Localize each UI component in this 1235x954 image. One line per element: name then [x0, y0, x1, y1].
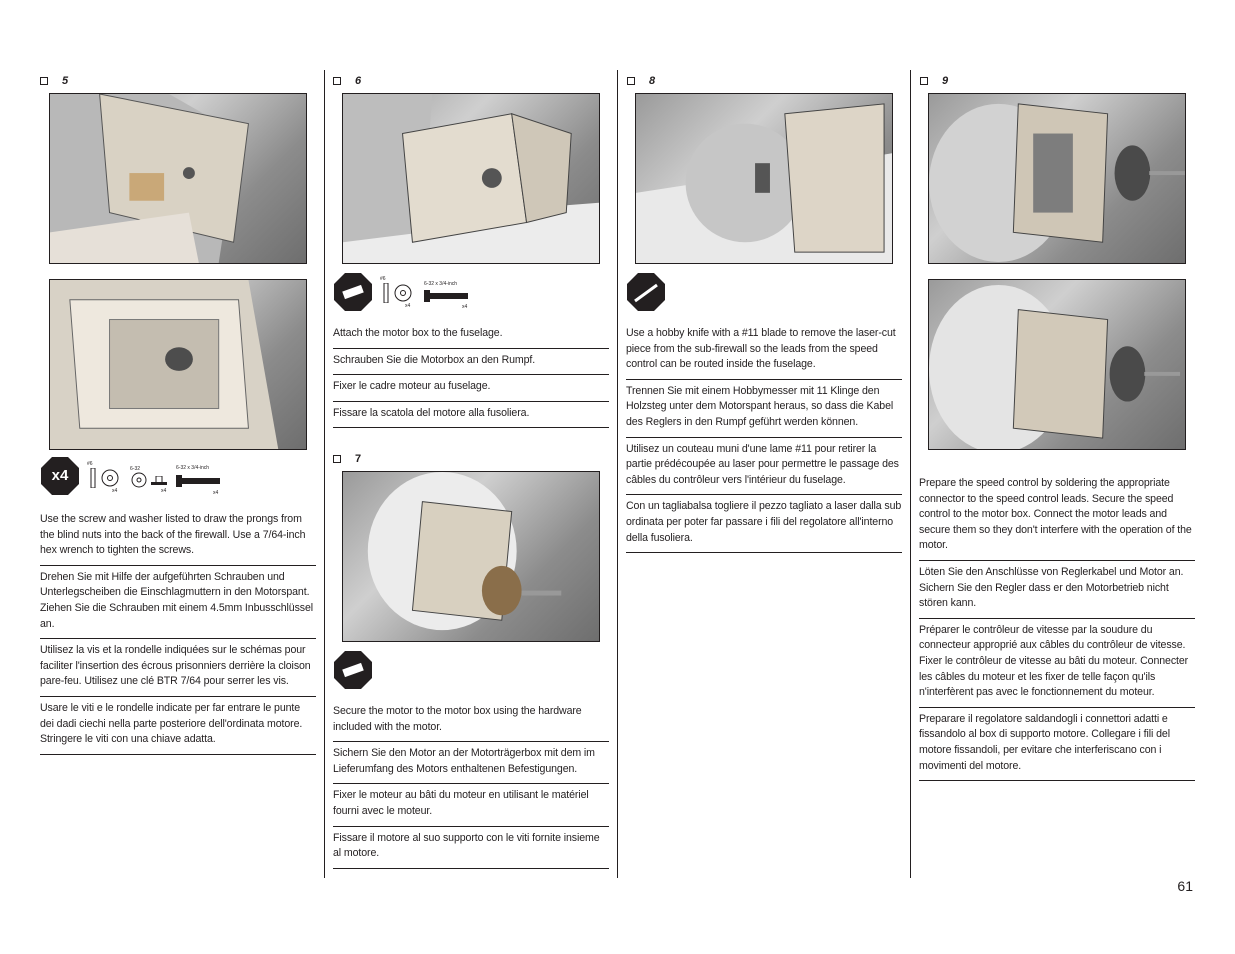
step-number: 6 — [355, 75, 362, 87]
screw-icon — [90, 468, 96, 488]
step-9-text — [919, 476, 1195, 781]
step-5-text — [40, 512, 316, 755]
paragraph-it: Fissare la scatola del motore alla fusoliera. — [333, 402, 609, 429]
paragraph-fr: Utilisez la vis et la rondelle indiquées sur le schémas pour faciliter l'insertion des écrous prisonniers derrière la cloison pare-feu. Utilisez une clé BTR 7/64 pour serrer les vis. — [40, 639, 316, 697]
step-checkbox[interactable] — [333, 77, 341, 85]
paragraph-it: Preparare il regolatore saldandogli i connettori adatti e fissandolo al box di supporto motore. Collegare i fili del motore fissandoli, per evitare che interferiscano con i movimenti del motore. — [919, 708, 1195, 781]
paragraph-en: Use a hobby knife with a #11 blade to remove the laser-cut piece from the sub-firewall so the leads from the speed control can be routed inside the fuselage. — [626, 326, 902, 380]
paragraph-fr: Fixer le cadre moteur au fuselage. — [333, 375, 609, 402]
paragraph-en: Secure the motor to the motor box using the hardware included with the motor. — [333, 704, 609, 742]
hardware-label: 6-32 — [130, 466, 141, 472]
hardware-label: 6-32 x 3/4-inch — [424, 281, 458, 287]
step-8-text — [626, 326, 902, 553]
hardware-qty: x4 — [112, 488, 118, 494]
bolt-icon — [424, 290, 468, 302]
paragraph-de: Drehen Sie mit Hilfe der aufgeführten Schrauben und Unterlegscheiben die Einschlagmuttern in den Motorspant. Ziehen Sie die Schrauben mit einem 4.5mm Inbusschlüssel an. — [40, 566, 316, 639]
step-checkbox[interactable] — [920, 77, 928, 85]
page-number: 61 — [1177, 878, 1193, 894]
step-7-header — [333, 453, 361, 465]
paragraph-de: Sichern Sie den Motor an der Motorträgerbox mit dem im Lieferumfang des Motors enthaltenen Befestigungen. — [333, 742, 609, 784]
paragraph-it: Usare le viti e le rondelle indicate per far entrare le punte dei dadi ciechi nella parte posteriore dell'ordinata motore. Stringere le viti con una chiave adatta. — [40, 697, 316, 755]
hardware-label: #6 — [380, 276, 386, 282]
step-5-photo-2 — [49, 279, 307, 450]
step-number: 9 — [942, 75, 949, 87]
step-6-text — [333, 326, 609, 428]
screw-icon — [383, 283, 389, 303]
step-7-text — [333, 704, 609, 869]
bolt-icon — [176, 475, 220, 487]
paragraph-de: Schrauben Sie die Motorbox an den Rumpf. — [333, 349, 609, 376]
step-9-photo-2 — [928, 279, 1186, 450]
step-number: 5 — [62, 75, 69, 87]
hardware-qty: x4 — [405, 303, 411, 309]
step-6-header — [333, 75, 361, 87]
paragraph-de: Trennen Sie mit einem Hobbymesser mit 11 Klinge den Holzsteg unter dem Motorspant heraus, so dass die Kabel des Reglers in den Rumpf geführt werden können. — [626, 380, 902, 438]
screwdriver-icon — [334, 651, 372, 689]
paragraph-en: Attach the motor box to the fuselage. — [333, 326, 609, 349]
hobby-knife-icon — [627, 273, 665, 311]
paragraph-en: Prepare the speed control by soldering the appropriate connector to the speed control leads. Secure the speed control to the motor box. Connect the motor leads and secure them so they don't interfere with the operation of the motor. — [919, 476, 1195, 561]
washer-icon — [101, 469, 119, 487]
paragraph-it: Fissare il motore al suo supporto con le viti fornite insieme al motore. — [333, 827, 609, 869]
step-9-photo-1 — [928, 93, 1186, 264]
column-divider — [910, 70, 911, 878]
column-divider — [617, 70, 618, 878]
paragraph-fr: Utilisez un couteau muni d'une lame #11 pour retirer la partie prédécoupée au laser pour permettre le passage des câbles du contrôleur vers l'intérieur du fuselage. — [626, 438, 902, 496]
step-checkbox[interactable] — [627, 77, 635, 85]
step-5-header — [40, 75, 68, 87]
step-9-header — [920, 75, 948, 87]
step-8-header — [627, 75, 655, 87]
hardware-qty: x4 — [213, 490, 219, 496]
hardware-label: 6-32 x 3/4-inch — [176, 465, 210, 471]
paragraph-en: Use the screw and washer listed to draw the prongs from the blind nuts into the back of the firewall. Use a 7/64-inch hex wrench to tighten the screws. — [40, 512, 316, 566]
step-6-photo — [342, 93, 600, 264]
hardware-badge: x4 — [51, 467, 69, 484]
hardware-label: #6 — [87, 461, 93, 467]
step-8-photo — [635, 93, 893, 264]
hardware-qty: x4 — [161, 488, 167, 494]
paragraph-fr: Préparer le contrôleur de vitesse par la soudure du connecteur approprié aux câbles du contrôleur de vitesse. Fixer le contrôleur de vitesse au bâti du moteur. Connecter les câbles du moteur et les fixer de telle façon qu'ils n'interfèrent pas avec le fonctionnement du moteur. — [919, 619, 1195, 708]
hardware-qty: x4 — [462, 304, 468, 310]
paragraph-de: Löten Sie den Anschlüsse von Reglerkabel und Motor an. Sichern Sie den Regler dass er den Motorbetrieb nicht stören kann. — [919, 561, 1195, 619]
washer-icon — [394, 284, 412, 302]
step-number: 8 — [649, 75, 656, 87]
step-7-photo — [342, 471, 600, 642]
screwdriver-icon — [334, 273, 372, 311]
blind-nut-icon — [130, 472, 148, 488]
step-checkbox[interactable] — [333, 455, 341, 463]
step-5-photo-1 — [49, 93, 307, 264]
paragraph-fr: Fixer le moteur au bâti du moteur en utilisant le matériel fourni avec le moteur. — [333, 784, 609, 826]
step-checkbox[interactable] — [40, 77, 48, 85]
paragraph-it: Con un tagliabalsa togliere il pezzo tagliato a laser dalla sub ordinata per poter far passare i fili del regolatore all'interno della fusoliera. — [626, 495, 902, 553]
blind-nut-side-icon — [151, 476, 167, 486]
step-number: 7 — [355, 453, 362, 465]
column-divider — [324, 70, 325, 878]
